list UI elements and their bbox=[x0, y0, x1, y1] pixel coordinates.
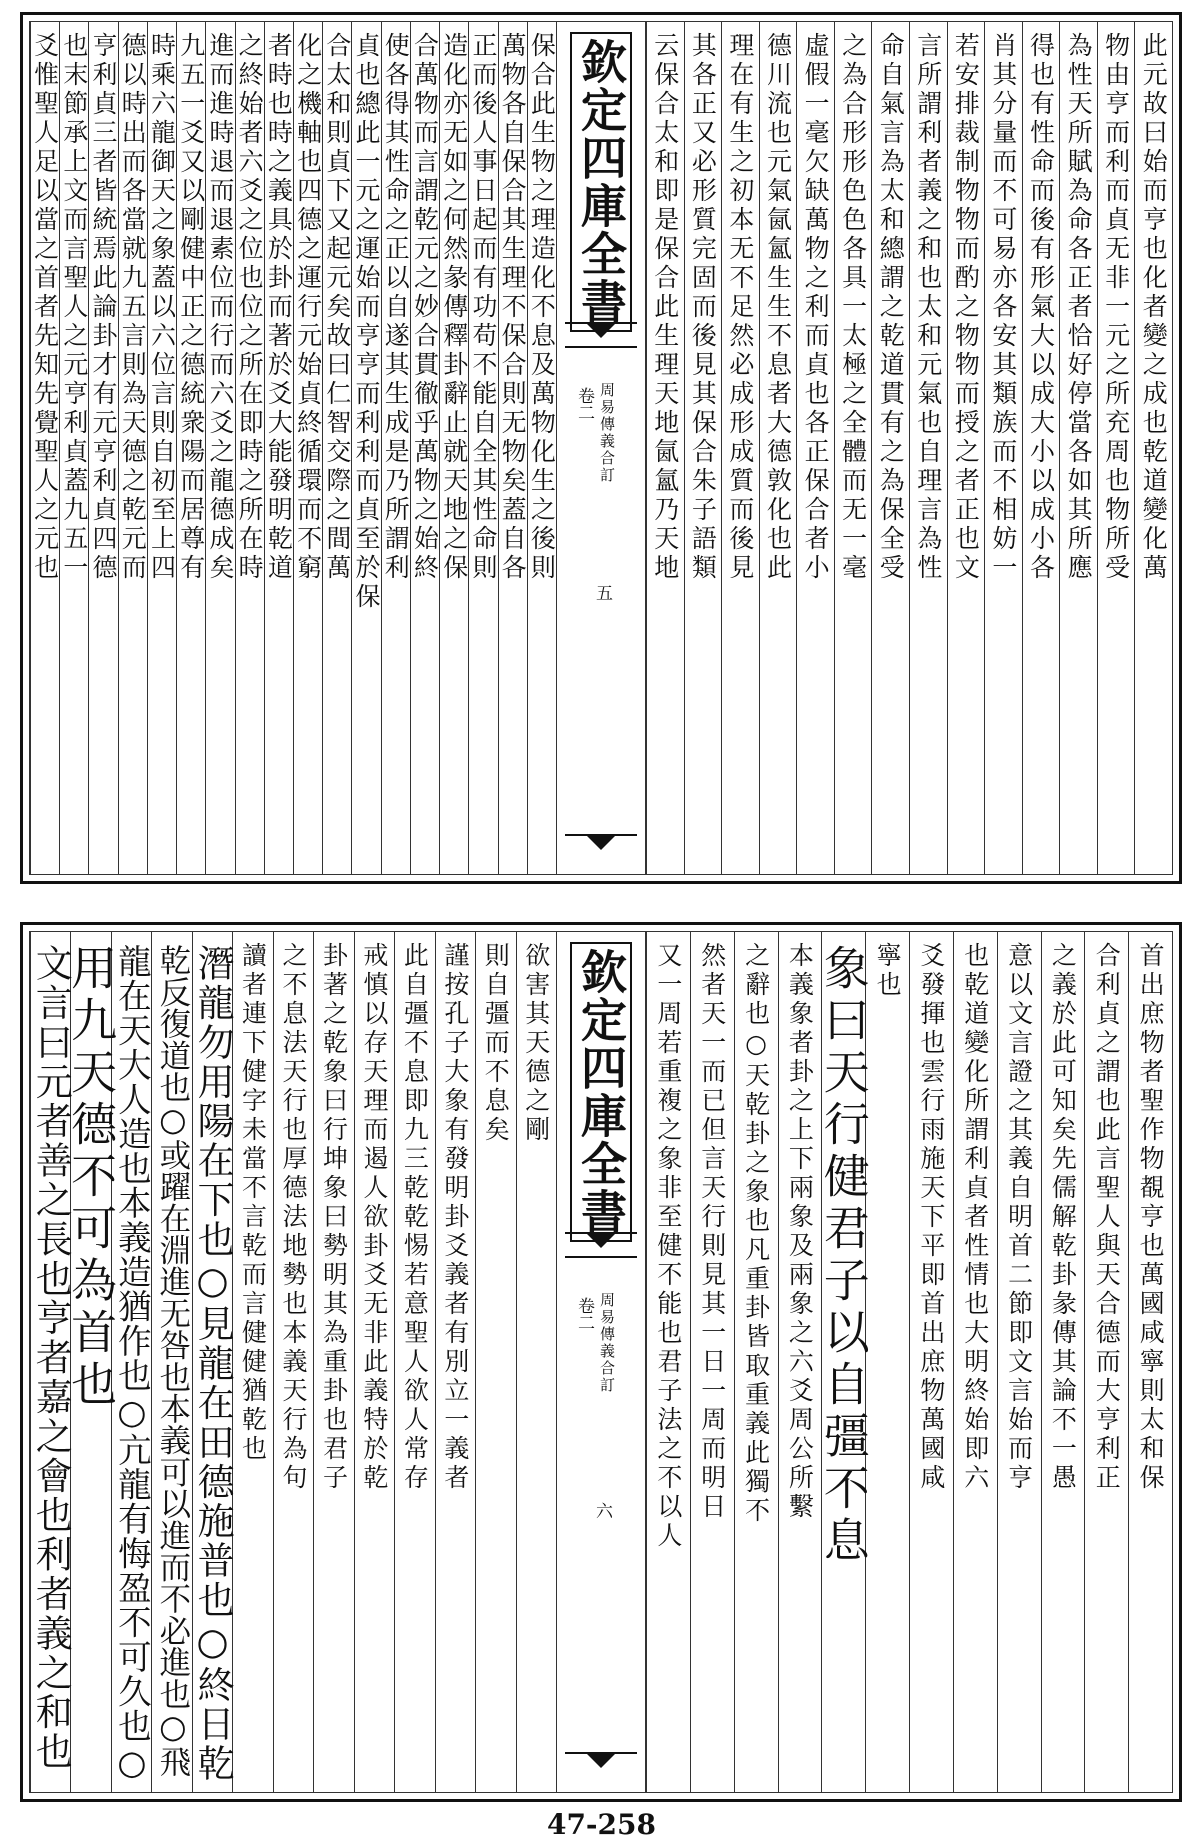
top-page-text-frame bbox=[29, 21, 1173, 875]
volume-label: 卷二 bbox=[574, 1297, 594, 1331]
left-text-column bbox=[351, 22, 380, 874]
right-text-column bbox=[834, 22, 872, 874]
column-text: 爻發揮也雲行雨施天下平即首出庶物萬國咸 bbox=[916, 942, 946, 1493]
top-page bbox=[20, 12, 1182, 884]
column-text: 化之機軸也四德之運行元始貞終循環而不窮 bbox=[293, 32, 323, 583]
bottom-rule bbox=[565, 1752, 637, 1754]
column-text: 讀者連下健字未當不言乾而言健健猶乾也 bbox=[238, 942, 268, 1464]
column-text: 造化亦无如之何然彖傳釋卦辭止就天地之保 bbox=[439, 32, 469, 583]
left-text-column bbox=[235, 22, 264, 874]
left-text-column bbox=[354, 932, 394, 1792]
column-text: 時乘六龍御天之象蓋以六位言則自初至上四 bbox=[147, 32, 177, 583]
column-text: 本義象者卦之上下兩象及兩象之六爻周公所繫 bbox=[785, 942, 815, 1522]
bottom-rule bbox=[565, 834, 637, 836]
right-text-column bbox=[1059, 22, 1097, 874]
column-text: 此自彊不息即九三乾乾惕若意聖人欲人常存 bbox=[400, 942, 430, 1493]
right-text-column bbox=[997, 932, 1041, 1792]
bottom-page bbox=[20, 922, 1182, 1802]
left-text-column bbox=[88, 22, 117, 874]
column-text: 然者天一而已但言天行則見其一日一周而明日 bbox=[697, 942, 727, 1522]
column-text: 為性天所賦為命各正者恰好停當各如其所應 bbox=[1064, 32, 1094, 583]
right-text-column bbox=[1134, 22, 1172, 874]
right-text-column bbox=[909, 22, 947, 874]
column-text: 謹按孔子大象有發明卦爻義者有別立一義者 bbox=[440, 942, 470, 1493]
volume-label: 卷二 bbox=[574, 387, 594, 421]
column-text: 理在有生之初本无不足然必成形成質而後見 bbox=[725, 32, 755, 583]
column-text: 保合此生物之理造化不息及萬物化生之後則 bbox=[527, 32, 557, 583]
book-title: 周易傳義合訂 bbox=[598, 382, 616, 484]
left-text-column bbox=[147, 22, 176, 874]
right-text-column bbox=[759, 22, 797, 874]
column-text: 戒慎以存天理而遏人欲卦爻无非此義特於乾 bbox=[359, 942, 389, 1493]
right-text-column bbox=[909, 932, 953, 1792]
column-text: 意以文言證之其義自明首二節即文言始而亨 bbox=[1004, 942, 1034, 1493]
column-text: 寧也 bbox=[873, 942, 903, 1000]
column-text: 言所謂利者義之和也太和元氣也自理言為性 bbox=[913, 32, 943, 583]
left-text-column bbox=[205, 22, 234, 874]
column-text: 則自彊而不息矣 bbox=[481, 942, 511, 1145]
column-text: 之義於此可知矣先儒解乾卦彖傳其論不一愚 bbox=[1048, 942, 1078, 1493]
column-text: 物由亨而利而貞无非一元之所充周也物所受 bbox=[1101, 32, 1131, 583]
left-text-column bbox=[527, 22, 556, 874]
left-text-column bbox=[264, 22, 293, 874]
column-text: 龍在天大人造也本義造猶作也○亢龍有悔盈不可久也○ bbox=[112, 944, 152, 1783]
column-text: 合太和則貞下又起元矣故曰仁智交際之間萬 bbox=[322, 32, 352, 583]
right-text-column bbox=[1128, 932, 1172, 1792]
column-text: 者時也時之義具於卦而著於爻大能發明乾道 bbox=[264, 32, 294, 583]
right-text-column bbox=[1084, 932, 1128, 1792]
fish-tail-ornament bbox=[565, 1232, 637, 1258]
left-text-column bbox=[293, 22, 322, 874]
column-text: 潛龍勿用陽在下也○見龍在田德施普也○終日乾 bbox=[191, 944, 235, 1784]
left-text-column bbox=[468, 22, 497, 874]
column-text: 其各正又必形質完固而後見其保合朱子語類 bbox=[688, 32, 718, 583]
right-text-column bbox=[734, 932, 778, 1792]
book-series-title: 欽定四庫全書 bbox=[570, 942, 632, 1242]
right-text-column bbox=[796, 22, 834, 874]
left-text-column bbox=[30, 22, 59, 874]
right-text-column bbox=[947, 22, 985, 874]
right-text-column bbox=[646, 22, 684, 874]
right-text-column bbox=[646, 932, 690, 1792]
column-text: 合利貞之謂也此言聖人與天合德而大亨利正 bbox=[1092, 942, 1122, 1493]
page-number-label: 47-258 bbox=[546, 1808, 657, 1841]
center-header-column bbox=[556, 22, 646, 874]
column-text: 貞也總此一元之運始而亨亨而利利而貞至於保 bbox=[352, 32, 382, 612]
column-text: 卦著之乾象曰行坤象曰勢明其為重卦也君子 bbox=[319, 942, 349, 1493]
book-title: 周易傳義合訂 bbox=[598, 1292, 616, 1394]
column-text: 萬物各自保合其生理不保合則无物矣蓋自各 bbox=[498, 32, 528, 583]
column-text: 用九天德不可為首也 bbox=[64, 944, 119, 1412]
right-text-column bbox=[984, 22, 1022, 874]
right-text-column bbox=[953, 932, 997, 1792]
column-text: 正而後人事日起而有功苟不能自全其性命則 bbox=[468, 32, 498, 583]
column-text: 又一周若重複之象非至健不能也君子法之不以人 bbox=[653, 942, 683, 1551]
left-text-column bbox=[232, 932, 272, 1792]
column-text: 進而進時退而退素位而行而六爻之龍德成矣 bbox=[205, 32, 235, 583]
column-text: 德以時出而各當就九五言則為天德之乾元而 bbox=[118, 32, 148, 583]
leaf-number: 六 bbox=[592, 1502, 612, 1519]
column-text: 之終始者六爻之位也位之所在即時之所在時 bbox=[235, 32, 265, 583]
book-series-title: 欽定四庫全書 bbox=[570, 32, 632, 332]
column-text: 文言曰元者善之長也亨者嘉之會也利者義之和也 bbox=[29, 944, 73, 1772]
column-text: 合萬物而言謂乾元之妙合貫徹乎萬物之始終 bbox=[410, 32, 440, 583]
column-text: 肖其分量而不可易亦各安其類族而不相妨一 bbox=[988, 32, 1018, 583]
left-text-column bbox=[59, 22, 88, 874]
bottom-page-text-frame bbox=[29, 931, 1173, 1793]
column-text: 命自氣言為太和總謂之乾道貫有之為保全受 bbox=[876, 32, 906, 583]
column-text: 九五一爻又以剛健中正之德統衆陽而居尊有 bbox=[176, 32, 206, 583]
column-text: 之不息法天行也厚德法地勢也本義天行為句 bbox=[278, 942, 308, 1493]
fish-tail-ornament bbox=[565, 322, 637, 348]
left-text-column bbox=[394, 932, 434, 1792]
right-text-column bbox=[1097, 22, 1135, 874]
right-text-column bbox=[1041, 932, 1085, 1792]
column-text: 也乾道變化所謂利貞者性情也大明終始即六 bbox=[960, 942, 990, 1493]
column-text: 使各得其性命之正以自遂其生成是乃所謂利 bbox=[381, 32, 411, 583]
right-text-column bbox=[721, 22, 759, 874]
left-text-column bbox=[475, 932, 515, 1792]
left-text-column bbox=[435, 932, 475, 1792]
column-text: 亨利貞三者皆統焉此論卦才有元亨利貞四德 bbox=[89, 32, 119, 583]
column-text: 之辭也○天乾卦之象也凡重卦皆取重義此獨不 bbox=[741, 942, 771, 1526]
left-text-column bbox=[176, 22, 205, 874]
left-text-column bbox=[64, 932, 119, 1792]
leaf-number: 五 bbox=[592, 584, 612, 601]
column-text: 得也有性命而後有形氣大以成大小以成小各 bbox=[1026, 32, 1056, 583]
left-text-column bbox=[322, 22, 351, 874]
left-text-column bbox=[313, 932, 353, 1792]
right-text-column bbox=[684, 22, 722, 874]
right-text-column bbox=[1022, 22, 1060, 874]
column-text: 德川流也元氣氤氳生生不息者大德敦化也此 bbox=[763, 32, 793, 583]
column-text: 首出庶物者聖作物覩亨也萬國咸寧則太和保 bbox=[1136, 942, 1166, 1493]
column-text: 爻惟聖人足以當之首者先知先覺聖人之元也 bbox=[30, 32, 60, 583]
right-text-column bbox=[865, 932, 909, 1792]
left-text-column bbox=[516, 932, 556, 1792]
column-text: 此元故曰始而亨也化者變之成也乾道變化萬 bbox=[1139, 32, 1169, 583]
column-text: 象曰天行健君子以自彊不息 bbox=[816, 944, 871, 1568]
column-text: 虛假一毫欠缺萬物之利而貞也各正保合者小 bbox=[801, 32, 831, 583]
left-text-column bbox=[118, 22, 147, 874]
right-text-column bbox=[816, 932, 871, 1792]
center-header-column bbox=[556, 932, 646, 1792]
left-text-column bbox=[191, 932, 235, 1792]
column-text: 云保合太和即是保合此生理天地氤氳乃天地 bbox=[650, 32, 680, 583]
column-text: 之為合形形色色各具一太極之全體而无一毫 bbox=[838, 32, 868, 583]
left-text-column bbox=[151, 932, 191, 1792]
column-text: 欲害其天德之剛 bbox=[521, 942, 551, 1145]
right-text-column bbox=[778, 932, 822, 1792]
right-text-column bbox=[690, 932, 734, 1792]
left-text-column bbox=[498, 22, 527, 874]
left-text-column bbox=[381, 22, 410, 874]
column-text: 若安排裁制物物而酌之物物而授之者正也文 bbox=[951, 32, 981, 583]
right-text-column bbox=[871, 22, 909, 874]
left-text-column bbox=[439, 22, 468, 874]
column-text: 乾反復道也○或躍在淵進无咎也本義可以進而不必進也○飛 bbox=[154, 944, 191, 1778]
left-text-column bbox=[273, 932, 313, 1792]
left-text-column bbox=[29, 932, 73, 1792]
column-text: 也末節承上文而言聖人之元亨利貞蓋九五一 bbox=[59, 32, 89, 583]
left-text-column bbox=[410, 22, 439, 874]
